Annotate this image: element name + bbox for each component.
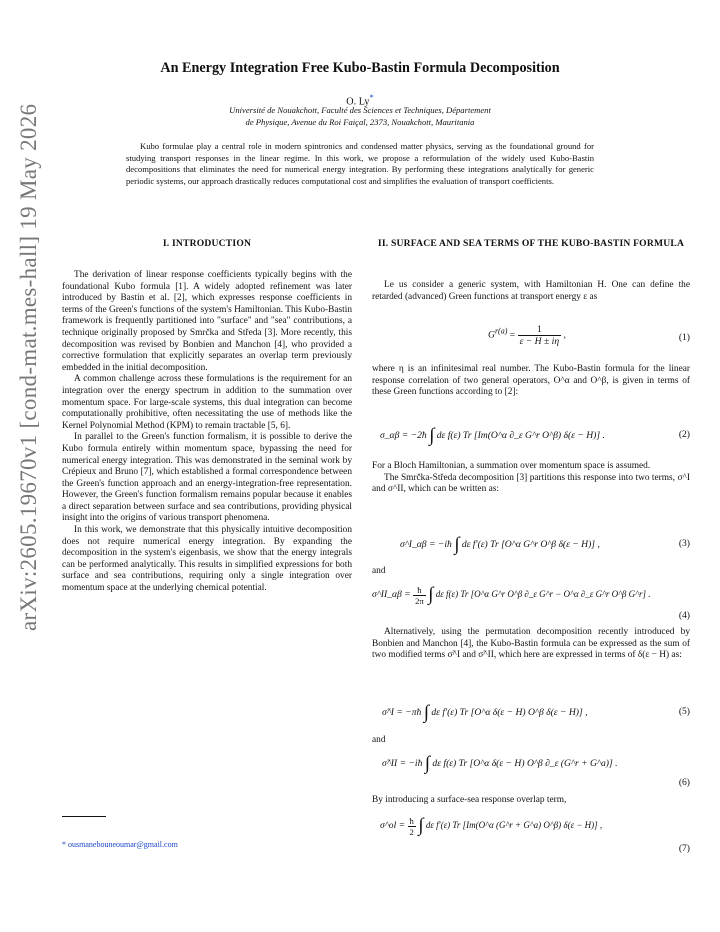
introduction-text xyxy=(62,270,352,595)
eq4-numerator: ħ xyxy=(413,585,426,596)
paper-title: An Energy Integration Free Kubo-Bastin Formula Decomposition xyxy=(160,60,560,76)
equation-3 xyxy=(372,534,690,558)
section-2-heading: II. SURFACE AND SEA TERMS OF THE KUBO-BASTIN FORMULA xyxy=(377,238,685,249)
footnote-mark: * xyxy=(62,840,66,849)
eq7-integral-sign: ∫ xyxy=(418,815,424,836)
intro-paragraph-1: The derivation of linear response coefficients typically begins with the foundational Kubo formula [1]. A widely adopted refinement was later introduced by Bastin et al. [2], which expresses response coefficients in terms of the Green's functions of the system's Hamiltonian. This Kubo-Bastin framework is frequently partitioned into "surface" and "sea" contributions, a technique originally proposed by Smrčka and Středa [3]. More recently, this decomposition was revised by Bonbien and Manchon [4], who provided a corrective formulation that explicitly separates an overlap term previously embedded in the initial decomposition. xyxy=(62,270,352,373)
abstract: Kubo formulae play a central role in modern spintronics and condensed matter physics, serving as the foundational ground for studying transport responses in the linear regime. In this work, we propose a reformulation of the widely used Kubo-Bastin decompositions that eliminates the need for numerical energy integration. By performing these integrations analytically for generic periodic systems, our approach drastically reduces computational cost and simplifies the evaluation of transport coefficients. xyxy=(126,141,594,186)
intro-paragraph-2: A common challenge across these formulations is the requirement for an integration over the energy spectrum in addition to the summation over momentum space. For large-scale systems, this dual integration can become computationally prohibitive, often necessitating the use of methods like the Kernel Polynomial Method (KPM) to remain tractable [5, 6]. xyxy=(62,374,352,431)
eq1-numerator: 1 xyxy=(518,324,561,336)
eq5-integral-sign: ∫ xyxy=(423,702,429,723)
eq6-lhs: σ̃^II = −iħ xyxy=(382,758,423,770)
eq7-lhs: σ^ol = xyxy=(380,820,406,832)
eq2-integral-sign: ∫ xyxy=(429,425,435,446)
eq7-numerator: ħ xyxy=(409,815,414,826)
section-2-paragraph-1 xyxy=(372,280,690,303)
section-2-paragraph-3 xyxy=(372,461,690,496)
footnote-divider xyxy=(62,816,106,817)
eq7-fraction xyxy=(408,816,416,837)
eq5-lhs: σ̃^I = −πħ xyxy=(382,707,422,719)
eq6-label: (6) xyxy=(678,777,690,788)
eq7-body: dε f′(ε) Tr [Im(O^α (G^r + G^a) O^β) δ(ε − H)] , xyxy=(425,820,603,831)
section-2-paragraph-4 xyxy=(372,627,690,662)
eq5-body: dε f′(ε) Tr [O^α δ(ε − H) O^β δ(ε − H)] , xyxy=(431,707,588,719)
equation-4 xyxy=(372,584,690,620)
eq3-lhs: σ^I_αβ = −iħ xyxy=(400,539,452,551)
equation-7 xyxy=(372,815,690,855)
eq7-label: (7) xyxy=(678,843,690,854)
eq1-end: , xyxy=(563,329,566,341)
eq3-integral-sign: ∫ xyxy=(454,534,460,555)
footnote-email-link[interactable]: ousmanebouneoumar@gmail.com xyxy=(68,840,178,849)
s2-text-5: Alternatively, using the permutation decomposition recently introduced by Bonbien and Manchon [4], the Kubo-Bastin formula can be expressed as the sum of two modified terms σ̃^I and σ̃^II, which here are expressed in terms of δ(ε − H) as: xyxy=(372,627,690,661)
intro-paragraph-3: In parallel to the Green's function formalism, it is possible to derive the Kubo formula entirely within momentum space, bypassing the need for numerical energy integration. This was demonstrated in the seminal work by Crépieux and Bruno [7], which established a formal correspondence between the Green's function approach and an energy-integration-free representation. However, the Green's function formalism remains popular because it enables a direct separation between surface and sea contributions, providing physical insight into the origins of various transport phenomena. xyxy=(62,432,352,524)
equation-1: $G^{r(a)}$ = $\frac{1}{\varepsilon - H \pm i\eta}$ , (1) xyxy=(488,324,690,347)
eq1-sup: r(a) xyxy=(494,326,508,336)
eq4-integral-sign: ∫ xyxy=(428,584,434,605)
equation-6 xyxy=(372,753,690,787)
section-1-heading: I. INTRODUCTION xyxy=(162,238,252,249)
equation-2 xyxy=(372,425,690,451)
eq2-lhs: σ_αβ = −2ħ xyxy=(380,430,427,442)
footnote xyxy=(62,840,178,849)
eq3-label: (3) xyxy=(678,538,690,549)
eq6-integral-sign: ∫ xyxy=(424,753,431,774)
eq6-body: dε f(ε) Tr [O^α δ(ε − H) O^β ∂_ε (G^r + G^a)] . xyxy=(432,758,618,770)
s2-text-2: where η is an infinitesimal real number. The Kubo-Bastin formula for the linear response correlation of two general operators, O^α and O^β, is given in terms of these Green functions according to [2]: xyxy=(372,364,690,398)
intro-paragraph-4: In this work, we demonstrate that this physically intuitive decomposition does not require numerical energy integration. By expanding the decomposition in the system's eigenbasis, we show that the energy integrals can be performed analytically. This results in simplified expressions for both surface and sea contributions, requiring only a single integration over momentum space at the underlying chemical potential. xyxy=(62,525,352,594)
and-text-1: and xyxy=(372,566,386,576)
arxiv-identifier: arXiv:2605.19670v1 [cond-mat.mes-hall] 19 May 2026 xyxy=(16,103,41,631)
eq4-lhs: σ^II_αβ = xyxy=(372,589,411,601)
author-footnote-mark[interactable]: * xyxy=(369,92,374,102)
section-2-paragraph-2 xyxy=(372,364,690,399)
eq3-body: dε f′(ε) Tr [O^α G^r O^β δ(ε − H)] , xyxy=(461,539,600,551)
equation-5 xyxy=(372,702,690,726)
s2-text-4: The Smrčka-Středa decomposition [3] partitions this response into two terms, σ^I and σ^II, which can be written as: xyxy=(372,472,690,495)
author-name: O. Ly xyxy=(346,96,370,108)
and-text-2: and xyxy=(372,735,386,745)
section-2-paragraph-5 xyxy=(372,795,690,807)
s2-text-1: Le us consider a generic system, with Hamiltonian H. One can define the retarded (advanced) Green functions at transport energy ε as xyxy=(372,280,690,302)
s2-text-3: For a Bloch Hamiltonian, a summation over momentum space is assumed. xyxy=(372,461,651,471)
eq4-fraction xyxy=(413,585,426,606)
s2-text-6: By introducing a surface-sea response overlap term, xyxy=(372,795,567,805)
eq7-denominator: 2 xyxy=(409,826,414,837)
affiliation-line-2: de Physique, Avenue du Roi Faiçal, 2373, Nouakchott, Mauritania xyxy=(245,117,475,127)
eq5-label: (5) xyxy=(678,706,690,717)
eq2-body: dε f(ε) Tr [Im(O^α ∂_ε G^r O^β) δ(ε − H)] . xyxy=(436,430,605,442)
eq1-lhs: G xyxy=(488,329,495,341)
eq1-denominator: ε − H ± iη xyxy=(519,336,560,347)
affiliation-line-1: Université de Nouakchott, Faculté des Sciences et Techniques, Département xyxy=(229,105,491,115)
affiliation xyxy=(130,104,590,128)
eq1-label: (1) xyxy=(678,332,690,343)
eq1-fraction xyxy=(518,324,561,347)
eq4-label: (4) xyxy=(678,610,690,621)
eq4-denominator: 2π xyxy=(415,595,424,606)
eq2-label: (2) xyxy=(678,429,690,440)
eq4-body: dε f(ε) Tr [O^α G^r O^β ∂_ε G^r − O^α ∂_ε G^r O^β G^r] . xyxy=(435,589,651,600)
